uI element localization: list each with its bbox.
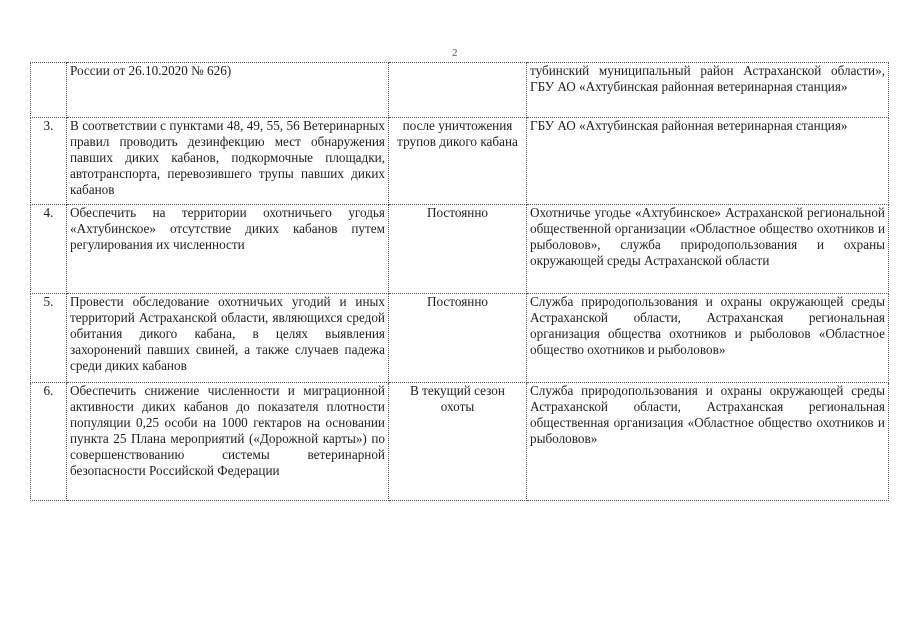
row-number: 3. — [31, 118, 67, 205]
term-cell: Постоянно — [389, 294, 527, 383]
action-cell: России от 26.10.2020 № 626) — [67, 63, 389, 118]
row-number: 6. — [31, 383, 67, 501]
table-row — [31, 294, 889, 383]
term-cell: Постоянно — [389, 205, 527, 294]
table-row — [31, 205, 889, 294]
responsible-cell: Охотничье угодье «Ахтубинское» Астраханской региональной общественной организации «Областное общество охотников и рыболовов», служба природопользования и охраны окружающей среды Астраханской области — [527, 205, 889, 294]
row-number: 4. — [31, 205, 67, 294]
responsible-cell: ГБУ АО «Ахтубинская районная ветеринарная станция» — [527, 118, 889, 205]
responsible-cell: Служба природопользования и охраны окружающей среды Астраханской области, Астраханская региональная общественная организация «Областное общество охотников и рыболовов» — [527, 383, 889, 501]
action-cell: Провести обследование охотничьих угодий и иных территорий Астраханской области, являющихся средой обитания дикого кабана, в целях выявления захоронений павших свиней, а также случаев падежа среди диких кабанов — [67, 294, 389, 383]
term-cell: В текущий сезон охоты — [389, 383, 527, 501]
row-number — [31, 63, 67, 118]
table-row — [31, 118, 889, 205]
action-cell: В соответствии с пунктами 48, 49, 55, 56 Ветеринарных правил проводить дезинфекцию мест обнаружения павших диких кабанов, подкормочные площадки, автотранспорта, перевозившего трупы павших диких кабанов — [67, 118, 389, 205]
page-number: 2 — [452, 47, 458, 59]
term-cell: после уничтожения трупов дикого кабана — [389, 118, 527, 205]
measures-table — [30, 62, 889, 501]
action-cell: Обеспечить на территории охотничьего угодья «Ахтубинское» отсутствие диких кабанов путем регулирования их численности — [67, 205, 389, 294]
responsible-cell: Служба природопользования и охраны окружающей среды Астраханской области, Астраханская региональная организация общества охотников и рыболовов «Областное общество охотников и рыболовов» — [527, 294, 889, 383]
table-row — [31, 383, 889, 501]
row-number: 5. — [31, 294, 67, 383]
responsible-cell: тубинский муниципальный район Астраханской области», ГБУ АО «Ахтубинская районная ветеринарная станция» — [527, 63, 889, 118]
action-cell: Обеспечить снижение численности и миграционной активности диких кабанов до показателя плотности популяции 0,25 особи на 1000 гектаров на основании пункта 25 Плана мероприятий («Дорожной карты») по совершенствованию системы ветеринарной безопасности Российской Федерации — [67, 383, 389, 501]
term-cell — [389, 63, 527, 118]
table-row — [31, 63, 889, 118]
